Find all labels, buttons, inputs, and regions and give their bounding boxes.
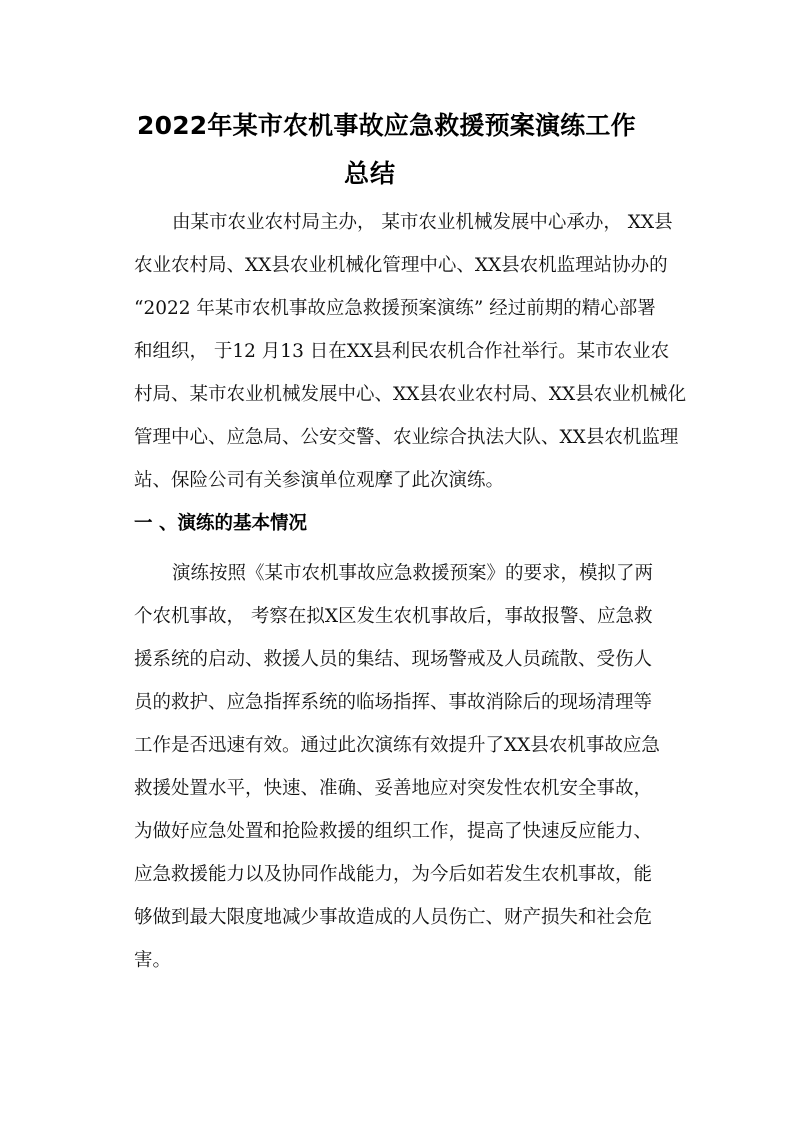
paragraph-2-line: 工作是否迅速有效。通过此次演练有效提升了XX县农机事故应急: [134, 735, 660, 756]
paragraph-1-line: 管理中心、应急局、公安交警、农业综合执法大队、XX县农机监理: [134, 427, 679, 448]
paragraph-2-line: 为做好应急处置和抢险救援的组织工作，提高了快速反应能力、: [134, 821, 653, 842]
paragraph-2-line: 员的救护、应急指挥系统的临场指挥、事故消除后的现场清理等: [134, 692, 653, 713]
paragraph-2-line: 救援处置水平，快速、准确、妥善地应对突发性农机安全事故，: [134, 778, 653, 799]
paragraph-2-line: 害。: [134, 950, 172, 971]
paragraph-1-line: 农业农村局、XX县农业机械化管理中心、XX县农机监理站协办的: [134, 255, 668, 276]
document-title-line-1: 2022年某市农机事故应急救援预案演练工作: [137, 111, 636, 140]
paragraph-2-line: 演练按照《某市农机事故应急救援预案》的要求，模拟了两: [172, 563, 654, 584]
paragraph-2-line: 个农机事故， 考察在拟X区发生农机事故后，事故报警、应急救: [134, 606, 653, 627]
paragraph-2-line: 够做到最大限度地减少事故造成的人员伤亡、财产损失和社会危: [134, 907, 653, 928]
paragraph-2-line: 应急救援能力以及协同作战能力，为今后如若发生农机事故，能: [134, 864, 653, 885]
paragraph-1-line: 站、保险公司有关参演单位观摩了此次演练。: [134, 470, 505, 491]
paragraph-1-line: 村局、某市农业机械发展中心、XX县农业农村局、XX县农业机械化: [134, 384, 687, 405]
paragraph-1-line: 和组织， 于12 月13 日在XX县利民农机合作社举行。某市农业农: [134, 341, 670, 362]
document-title-line-2: 总结: [344, 159, 397, 188]
section-heading: 一 、演练的基本情况: [134, 513, 307, 534]
paragraph-1-line: “2022 年某市农机事故应急救援预案演练” 经过前期的精心部署: [134, 298, 656, 319]
paragraph-1-line: 由某市农业农村局主办， 某市农业机械发展中心承办， XX县: [172, 212, 673, 233]
paragraph-2-line: 援系统的启动、救援人员的集结、现场警戒及人员疏散、受伤人: [134, 649, 653, 670]
